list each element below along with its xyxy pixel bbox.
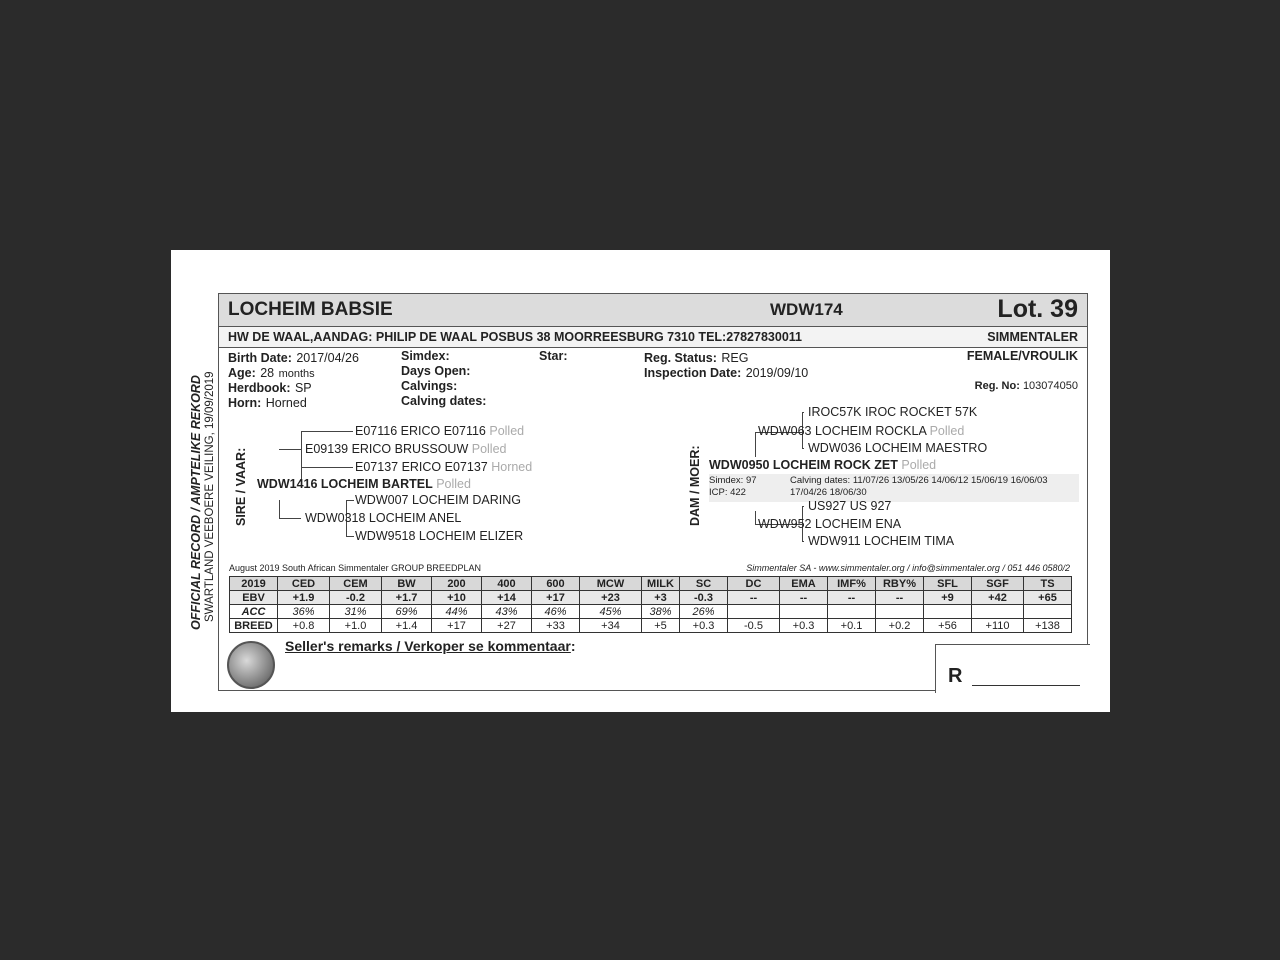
ebv-cell: -- <box>780 591 828 605</box>
record-frame <box>218 293 1088 691</box>
breed-cell: +27 <box>482 619 532 633</box>
ebv-cell: +65 <box>1024 591 1072 605</box>
dam-calving-dates-2: 17/04/26 18/06/30 <box>790 487 867 498</box>
acc-cell: ACC <box>230 605 278 619</box>
side-auction-name: SWARTLAND VEEBOERE VEILING, 19/09/2019 <box>204 371 216 622</box>
days-open-label: Days Open: <box>401 364 471 378</box>
breed-cell: +0.8 <box>278 619 330 633</box>
dam-dam-dam: WDW911 LOCHEIM TIMA <box>808 534 955 548</box>
breed-cell: -0.5 <box>728 619 780 633</box>
breed-cell: +56 <box>924 619 972 633</box>
header-cell: IMF% <box>828 577 876 591</box>
dam-performance-box <box>709 474 1079 502</box>
ebv-cell: -0.3 <box>680 591 728 605</box>
simmentaler-logo <box>227 641 275 689</box>
birth-date: Birth Date: 2017/04/26 <box>228 351 359 365</box>
breed-cell: +1.4 <box>382 619 432 633</box>
lot-number: Lot. 39 <box>997 295 1078 323</box>
ebv-cell: EBV <box>230 591 278 605</box>
currency-r: R <box>948 665 963 687</box>
ebv-cell: +1.7 <box>382 591 432 605</box>
simmentaler-contact: Simmentaler SA - www.simmentaler.org / info@simmentaler.org / 051 446 0580/2 <box>746 563 1070 573</box>
dam-dam-sire: US927 US 927 <box>808 499 892 513</box>
sex: FEMALE/VROULIK <box>966 349 1078 363</box>
owner-text: HW DE WAAL,AANDAG: PHILIP DE WAAL POSBUS 38 MOORREESBURG 7310 TEL:27827830011 <box>228 330 802 344</box>
star-label: Star: <box>539 349 568 363</box>
sire-dam-dam: WDW9518 LOCHEIM ELIZER <box>355 529 524 543</box>
header-cell: CED <box>278 577 330 591</box>
sire: WDW1416 LOCHEIM BARTEL Polled <box>257 477 471 491</box>
header-cell: MCW <box>580 577 642 591</box>
ebv-cell: -0.2 <box>330 591 382 605</box>
header-cell: DC <box>728 577 780 591</box>
acc-cell <box>972 605 1024 619</box>
ebv-cell: -- <box>876 591 924 605</box>
dam-sire-dam: WDW036 LOCHEIM MAESTRO <box>808 441 988 455</box>
header-cell: 200 <box>432 577 482 591</box>
sire-dam-sire: WDW007 LOCHEIM DARING <box>355 493 521 507</box>
ebv-cell: +14 <box>482 591 532 605</box>
acc-cell: 31% <box>330 605 382 619</box>
acc-cell: 38% <box>642 605 680 619</box>
breed-cell: +0.1 <box>828 619 876 633</box>
ebv-cell: +1.9 <box>278 591 330 605</box>
acc-row <box>230 605 1072 619</box>
calving-dates-label: Calving dates: <box>401 394 487 408</box>
sellers-remarks-label: Seller's remarks / Verkoper se kommentaar: <box>285 638 576 654</box>
acc-cell <box>1024 605 1072 619</box>
breed-cell: +0.3 <box>780 619 828 633</box>
header-cell: SGF <box>972 577 1024 591</box>
header-cell: EMA <box>780 577 828 591</box>
acc-cell: 46% <box>532 605 580 619</box>
ebv-cell: +3 <box>642 591 680 605</box>
side-official-record: OFFICIAL RECORD / AMPTELIKE REKORD <box>189 375 203 630</box>
sire-sire-sire: E07116 ERICO E07116 Polled <box>355 424 525 438</box>
breedplan-note: August 2019 South African Simmentaler GROUP BREEDPLAN <box>229 563 481 573</box>
ebv-cell: +9 <box>924 591 972 605</box>
ebv-cell: +10 <box>432 591 482 605</box>
calvings-label: Calvings: <box>401 379 458 393</box>
breed-cell: +138 <box>1024 619 1072 633</box>
breed-row <box>230 619 1072 633</box>
breed-cell: +17 <box>432 619 482 633</box>
ebv-header-row <box>230 577 1072 591</box>
sire-sire: E09139 ERICO BRUSSOUW Polled <box>305 442 507 456</box>
breed-cell: +110 <box>972 619 1024 633</box>
inspection-date: Inspection Date: 2019/09/10 <box>644 366 809 380</box>
header-cell: SC <box>680 577 728 591</box>
dam-sire-sire: IROC57K IROC ROCKET 57K <box>808 405 978 419</box>
breed-cell: +1.0 <box>330 619 382 633</box>
owner-bar <box>219 327 1087 348</box>
sire-sire-dam: E07137 ERICO E07137 Horned <box>355 460 533 474</box>
acc-cell: 26% <box>680 605 728 619</box>
acc-cell <box>828 605 876 619</box>
header-cell: 2019 <box>230 577 278 591</box>
breed-cell: +5 <box>642 619 680 633</box>
ebv-cell: -- <box>828 591 876 605</box>
dam-sire: WDW063 LOCHEIM ROCKLA Polled <box>758 424 965 438</box>
dam-dam: WDW952 LOCHEIM ENA <box>758 517 902 531</box>
ebv-cell: -- <box>728 591 780 605</box>
acc-cell <box>876 605 924 619</box>
header-cell: 400 <box>482 577 532 591</box>
age: Age: 28 months <box>228 366 315 380</box>
animal-id: WDW174 <box>770 300 843 319</box>
header-cell: CEM <box>330 577 382 591</box>
acc-cell: 43% <box>482 605 532 619</box>
breed-cell: +0.2 <box>876 619 924 633</box>
horn: Horn: Horned <box>228 396 307 410</box>
dam: WDW0950 LOCHEIM ROCK ZET Polled <box>709 458 937 472</box>
herdbook: Herdbook: SP <box>228 381 312 395</box>
dam-icp: ICP: 422 <box>709 487 746 498</box>
ebv-row <box>230 591 1072 605</box>
header-cell: 600 <box>532 577 580 591</box>
header-cell: BW <box>382 577 432 591</box>
header-cell: SFL <box>924 577 972 591</box>
acc-cell: 45% <box>580 605 642 619</box>
breed-cell: +0.3 <box>680 619 728 633</box>
breed-cell: BREED <box>230 619 278 633</box>
dam-side-label: DAM / MOER: <box>688 445 702 526</box>
acc-cell: 69% <box>382 605 432 619</box>
dam-calving-dates: Calving dates: 11/07/26 13/05/26 14/06/12 15/06/19 16/06/03 <box>790 475 1048 486</box>
ebv-cell: +42 <box>972 591 1024 605</box>
simdex-label: Simdex: <box>401 349 450 363</box>
sire-dam: WDW0318 LOCHEIM ANEL <box>305 511 462 525</box>
header-cell: RBY% <box>876 577 924 591</box>
reg-status: Reg. Status: REG <box>644 351 749 365</box>
ebv-table <box>229 576 1072 633</box>
animal-name: LOCHEIM BABSIE <box>228 299 393 320</box>
acc-cell <box>728 605 780 619</box>
breed-cell: +33 <box>532 619 580 633</box>
title-bar <box>219 294 1087 327</box>
acc-cell <box>780 605 828 619</box>
reg-no: Reg. No: 103074050 <box>974 380 1078 392</box>
ebv-cell: +17 <box>532 591 580 605</box>
breed-name: SIMMENTALER <box>987 330 1078 344</box>
ebv-cell: +23 <box>580 591 642 605</box>
price-line[interactable] <box>972 685 1080 686</box>
acc-cell: 44% <box>432 605 482 619</box>
price-box <box>935 644 1090 693</box>
sire-side-label: SIRE / VAAR: <box>234 447 248 526</box>
acc-cell: 36% <box>278 605 330 619</box>
header-cell: TS <box>1024 577 1072 591</box>
dam-simdex: Simdex: 97 <box>709 475 757 486</box>
record-card <box>171 250 1110 712</box>
breed-cell: +34 <box>580 619 642 633</box>
acc-cell <box>924 605 972 619</box>
header-cell: MILK <box>642 577 680 591</box>
